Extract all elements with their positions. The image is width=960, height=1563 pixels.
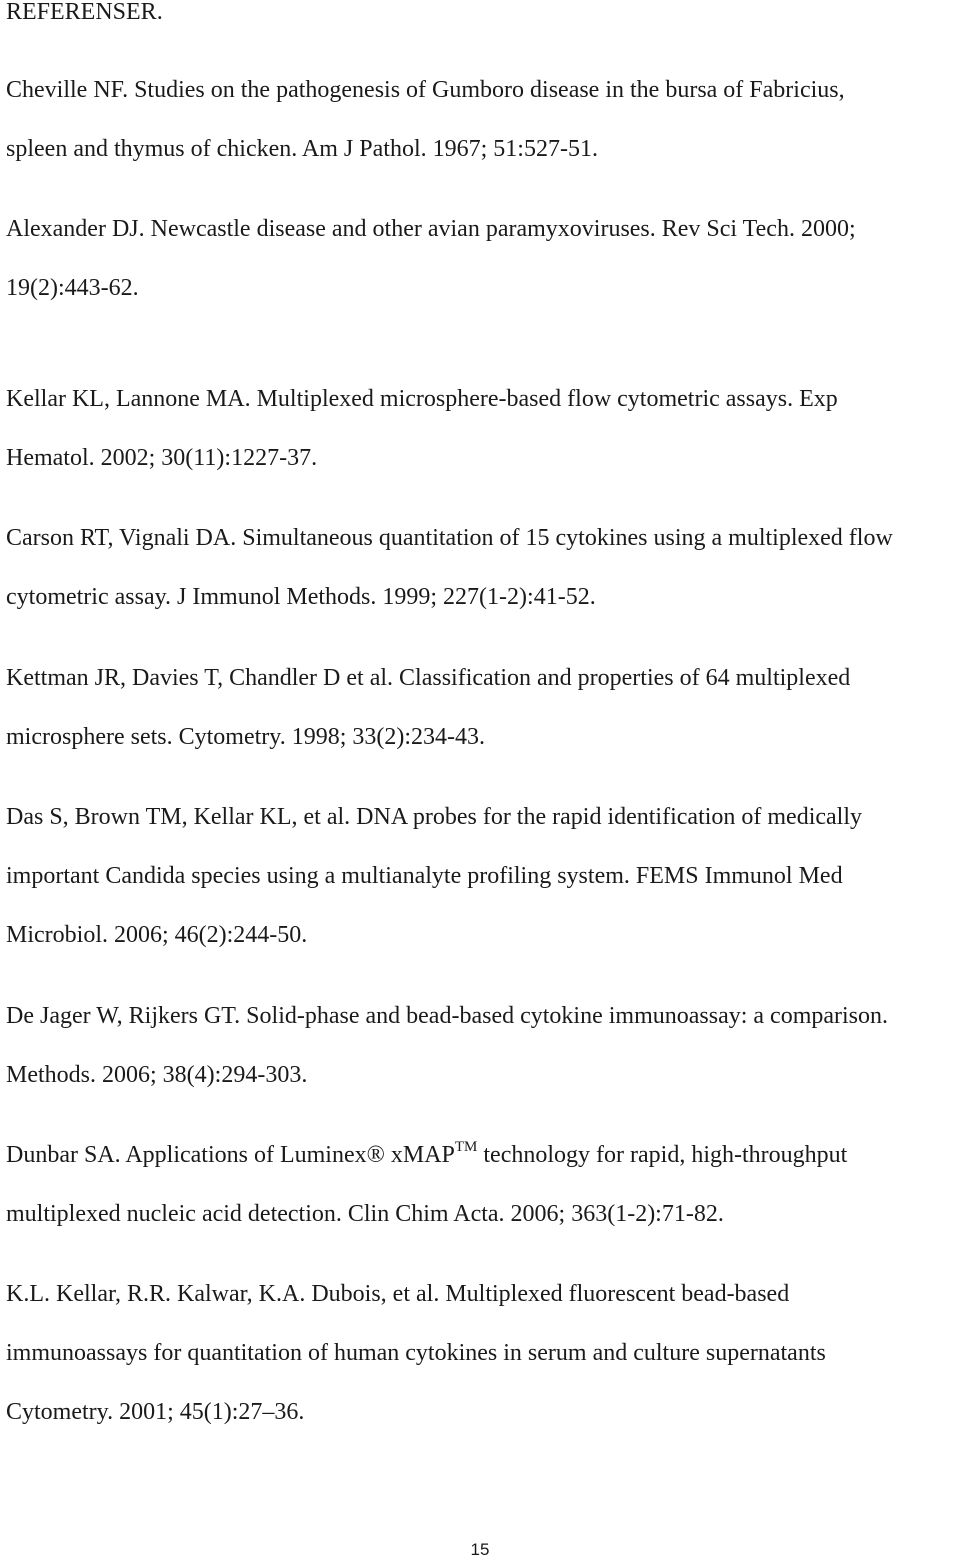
reference-line [6,1139,847,1171]
reference-line: Cytometry. 2001; 45(1):27–36. [6,1399,305,1425]
reference-line: immunoassays for quantitation of human cytokines in serum and culture supernatants [6,1340,826,1366]
reference-line: Hematol. 2002; 30(11):1227-37. [6,445,318,471]
reference-cheville [6,74,845,165]
reference-line: multiplexed nucleic acid detection. Clin Chim Acta. 2006; 363(1-2):71-82. [6,1201,724,1227]
reference-line: microsphere sets. Cytometry. 1998; 33(2):234-43. [6,724,486,750]
reference-line: Kellar KL, Lannone MA. Multiplexed microsphere-based flow cytometric assays. Exp [6,386,838,412]
reference-dunbar [6,1139,847,1230]
reference-carson [6,522,893,613]
reference-line: Alexander DJ. Newcastle disease and other avian paramyxoviruses. Rev Sci Tech. 2000; [6,216,856,242]
reference-line: Cheville NF. Studies on the pathogenesis of Gumboro disease in the bursa of Fabricius, [6,77,845,103]
reference-line: Methods. 2006; 38(4):294-303. [6,1062,308,1088]
reference-line: Carson RT, Vignali DA. Simultaneous quantitation of 15 cytokines using a multiplexed flow [6,525,893,551]
page-number: 15 [470,1540,490,1559]
reference-kettman [6,662,850,753]
reference-das [6,801,862,951]
reference-line: cytometric assay. J Immunol Methods. 1999; 227(1-2):41-52. [6,584,596,610]
reference-line: 19(2):443-62. [6,275,139,301]
reference-alexander [6,213,856,304]
reference-kellar-lannone [6,383,838,474]
reference-de-jager [6,1000,888,1091]
reference-text: technology for rapid, high-throughput [477,1142,848,1168]
reference-line: important Candida species using a multianalyte profiling system. FEMS Immunol Med [6,863,843,889]
reference-text: Dunbar SA. Applications of Luminex® xMAP [6,1142,455,1168]
trademark-superscript: TM [454,1139,478,1155]
reference-line: K.L. Kellar, R.R. Kalwar, K.A. Dubois, et al. Multiplexed fluorescent bead-based [6,1281,790,1307]
reference-line: Das S, Brown TM, Kellar KL, et al. DNA probes for the rapid identification of medically [6,804,863,830]
reference-line: Kettman JR, Davies T, Chandler D et al. Classification and properties of 64 multiplexed [6,665,851,691]
page-heading: REFERENSER. [6,0,163,25]
reference-kellar-kalwar [6,1278,826,1428]
reference-line: Microbiol. 2006; 46(2):244-50. [6,922,308,948]
reference-line: De Jager W, Rijkers GT. Solid-phase and bead-based cytokine immunoassay: a comparison. [6,1003,889,1029]
reference-line: spleen and thymus of chicken. Am J Pathol. 1967; 51:527-51. [6,136,598,162]
